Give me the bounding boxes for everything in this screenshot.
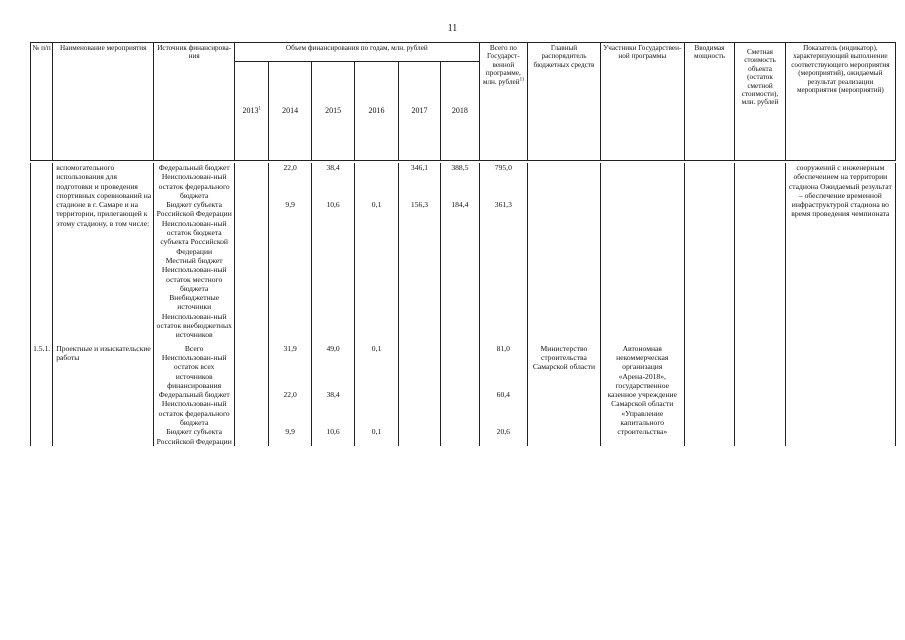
cell-2013	[235, 265, 269, 293]
cell-2016	[355, 312, 398, 340]
page-number: 11	[447, 23, 458, 34]
cell-total: 60,4	[479, 390, 528, 399]
cell-2016: 0,1	[355, 200, 398, 219]
cell-manager	[528, 312, 601, 340]
cell-2014	[269, 219, 311, 256]
header-year-2018: 2018	[441, 62, 479, 161]
cell-2014	[269, 353, 311, 390]
cell-estimate	[735, 172, 786, 200]
cell-total	[479, 293, 528, 312]
row-source: Всего	[154, 344, 235, 353]
cell-estimate	[735, 265, 786, 293]
table-row	[31, 172, 896, 200]
row-capacity	[684, 344, 735, 446]
cell-manager	[528, 172, 601, 200]
table-row	[31, 344, 896, 353]
cell-manager	[528, 163, 601, 172]
cell-2017	[398, 293, 440, 312]
row-participants: Автономная некоммерческая организация «Арена-2018», государственное казенное учреждение Самарской области «Управление капитального строительства»	[600, 344, 684, 446]
row-name: вспомогательного использования для подготовки и проведения спортивных соревнований на стадионе в г. Самаре и на территории, прилегающей к этому стадиону, в том числе:	[53, 163, 154, 340]
cell-2018	[441, 353, 479, 390]
cell-2018: 388,5	[441, 163, 479, 172]
header-year-2014: 2014	[269, 62, 311, 161]
table-row	[31, 265, 896, 293]
row-no	[31, 163, 53, 172]
cell-manager	[528, 256, 601, 265]
row-name: Проектные и изыскательские работы	[53, 344, 154, 446]
table-row	[31, 163, 896, 172]
header-total: Всего по Государст-венной программе, млн. рублей$^{1)}$	[479, 43, 528, 161]
table-row	[31, 312, 896, 340]
cell-2017	[398, 219, 440, 256]
cell-2013	[235, 390, 269, 399]
header-manager: Главный распорядитель бюджетных средств	[528, 43, 601, 161]
cell-participants	[600, 172, 684, 200]
cell-total: 20,6	[479, 427, 528, 446]
cell-total	[479, 353, 528, 390]
cell-capacity	[684, 219, 735, 256]
cell-2013	[235, 172, 269, 200]
cell-2016	[355, 219, 398, 256]
cell-2015: 10,6	[311, 427, 354, 446]
cell-estimate	[735, 256, 786, 265]
cell-total	[479, 172, 528, 200]
cell-2013	[235, 163, 269, 172]
row-no: 1.5.1.	[31, 344, 53, 446]
cell-2016	[355, 390, 398, 399]
cell-2018	[441, 172, 479, 200]
cell-capacity	[684, 172, 735, 200]
cell-estimate	[735, 200, 786, 219]
row-manager: Министерство строительства Самарской области	[528, 344, 601, 446]
cell-manager	[528, 293, 601, 312]
cell-capacity	[684, 256, 735, 265]
cell-2015: 38,4	[311, 390, 354, 399]
cell-2013	[235, 399, 269, 427]
cell-2015	[311, 172, 354, 200]
cell-2014: 9,9	[269, 200, 311, 219]
cell-2015: 49,0	[311, 344, 354, 353]
cell-2014: 31,9	[269, 344, 311, 353]
cell-2017	[398, 399, 440, 427]
cell-2016	[355, 163, 398, 172]
cell-2016	[355, 293, 398, 312]
row-source: Неиспользован-ный остаток всех источников финансирования	[154, 353, 235, 390]
cell-participants	[600, 256, 684, 265]
cell-2016: 0,1	[355, 344, 398, 353]
row-source: Федеральный бюджет	[154, 390, 235, 399]
row-source: Неиспользован-ный остаток федерального бюджета	[154, 399, 235, 427]
cell-2017	[398, 353, 440, 390]
cell-2018	[441, 390, 479, 399]
cell-2013	[235, 427, 269, 446]
cell-2015: 38,4	[311, 163, 354, 172]
cell-2017: 346,1	[398, 163, 440, 172]
cell-2018: 184,4	[441, 200, 479, 219]
cell-2018	[441, 344, 479, 353]
cell-total	[479, 265, 528, 293]
cell-capacity	[684, 163, 735, 172]
cell-2014	[269, 312, 311, 340]
cell-2016: 0,1	[355, 427, 398, 446]
cell-capacity	[684, 200, 735, 219]
cell-participants	[600, 312, 684, 340]
header-year-2017: 2017	[398, 62, 440, 161]
cell-estimate	[735, 219, 786, 256]
cell-participants	[600, 200, 684, 219]
table-row	[31, 293, 896, 312]
cell-participants	[600, 293, 684, 312]
cell-total	[479, 256, 528, 265]
header-year-2015: 2015	[311, 62, 354, 161]
cell-2013	[235, 353, 269, 390]
row-source: Бюджет субъекта Российской Федерации	[154, 427, 235, 446]
cell-2017	[398, 344, 440, 353]
cell-2013	[235, 200, 269, 219]
cell-2014: 22,0	[269, 390, 311, 399]
cell-2014: 9,9	[269, 427, 311, 446]
row-no	[31, 265, 53, 293]
cell-2016	[355, 265, 398, 293]
row-source: Неиспользован-ный остаток федерального бюджета	[154, 172, 235, 200]
table-row	[31, 219, 896, 256]
cell-total	[479, 219, 528, 256]
cell-2016	[355, 353, 398, 390]
header-year-2016: 2016	[355, 62, 398, 161]
cell-2017	[398, 256, 440, 265]
header-participants: Участники Государствен-ной программы	[600, 43, 684, 161]
row-no	[31, 256, 53, 265]
row-no	[31, 293, 53, 312]
cell-2018	[441, 399, 479, 427]
cell-2014	[269, 293, 311, 312]
row-estimate	[735, 344, 786, 446]
row-indicator: сооружений с инженерным обеспечением на территории стадиона Ожидаемый результат – обеспечение временной инфраструктурой стадиона во время проведения чемпионата	[785, 163, 895, 340]
cell-2013	[235, 293, 269, 312]
cell-2015	[311, 219, 354, 256]
cell-manager	[528, 200, 601, 219]
cell-2017	[398, 390, 440, 399]
cell-2014: 22,0	[269, 163, 311, 172]
table-body	[30, 163, 896, 446]
cell-2014	[269, 399, 311, 427]
row-source: Бюджет субъекта Российской Федерации	[154, 200, 235, 219]
cell-2015	[311, 353, 354, 390]
cell-2017	[398, 265, 440, 293]
header-capacity: Вводимая мощность	[684, 43, 735, 161]
cell-2018	[441, 312, 479, 340]
cell-participants	[600, 163, 684, 172]
cell-2014	[269, 256, 311, 265]
cell-2013	[235, 256, 269, 265]
header-volume: Объем финансирования по годам, млн. рублей	[235, 43, 480, 62]
cell-capacity	[684, 312, 735, 340]
cell-2016	[355, 399, 398, 427]
cell-total	[479, 399, 528, 427]
header-estimate: Сметная стоимость объекта (остаток сметной стоимости), млн. рублей	[735, 43, 786, 161]
header-year-2013: 2013$^1$	[235, 62, 269, 161]
cell-2017: 156,3	[398, 200, 440, 219]
cell-capacity	[684, 293, 735, 312]
header-no: № п/п	[31, 43, 53, 161]
cell-2017	[398, 172, 440, 200]
cell-2017	[398, 312, 440, 340]
row-no	[31, 219, 53, 256]
row-source: Неиспользован-ный остаток местного бюджета	[154, 265, 235, 293]
row-source: Неиспользован-ный остаток внебюджетных источников	[154, 312, 235, 340]
row-no	[31, 200, 53, 219]
cell-total: 361,3	[479, 200, 528, 219]
cell-total: 81,0	[479, 344, 528, 353]
header-name: Наименование мероприятия	[53, 43, 154, 161]
cell-2015	[311, 399, 354, 427]
cell-2018	[441, 219, 479, 256]
row-source: Местный бюджет	[154, 256, 235, 265]
header-indicator: Показатель (индикатор), характеризующий выполнение соответствующего мероприятия (мероприятий), ожидаемый результат реализации мероприятия (мероприятий)	[785, 43, 895, 161]
cell-estimate	[735, 312, 786, 340]
cell-2018	[441, 256, 479, 265]
cell-2014	[269, 265, 311, 293]
cell-2013	[235, 219, 269, 256]
cell-capacity	[684, 265, 735, 293]
row-no	[31, 312, 53, 340]
cell-estimate	[735, 163, 786, 172]
row-indicator	[785, 344, 895, 446]
table-header	[30, 42, 896, 161]
cell-2018	[441, 265, 479, 293]
cell-participants	[600, 265, 684, 293]
cell-total	[479, 312, 528, 340]
header-source: Источник финансирова-ния	[154, 43, 235, 161]
table-row	[31, 200, 896, 219]
cell-2016	[355, 172, 398, 200]
cell-2015	[311, 312, 354, 340]
row-source: Неиспользован-ный остаток бюджета субъекта Российской Федерации	[154, 219, 235, 256]
table-row	[31, 256, 896, 265]
cell-2015: 10,6	[311, 200, 354, 219]
cell-2015	[311, 293, 354, 312]
cell-participants	[600, 219, 684, 256]
cell-2017	[398, 427, 440, 446]
row-source: Федеральный бюджет	[154, 163, 235, 172]
cell-estimate	[735, 293, 786, 312]
cell-2015	[311, 256, 354, 265]
cell-manager	[528, 265, 601, 293]
row-no	[31, 172, 53, 200]
cell-manager	[528, 219, 601, 256]
row-source: Внебюджетные источники	[154, 293, 235, 312]
cell-2018	[441, 293, 479, 312]
cell-2013	[235, 344, 269, 353]
cell-2014	[269, 172, 311, 200]
cell-2016	[355, 256, 398, 265]
cell-2013	[235, 312, 269, 340]
cell-total: 795,0	[479, 163, 528, 172]
cell-2015	[311, 265, 354, 293]
cell-2018	[441, 427, 479, 446]
